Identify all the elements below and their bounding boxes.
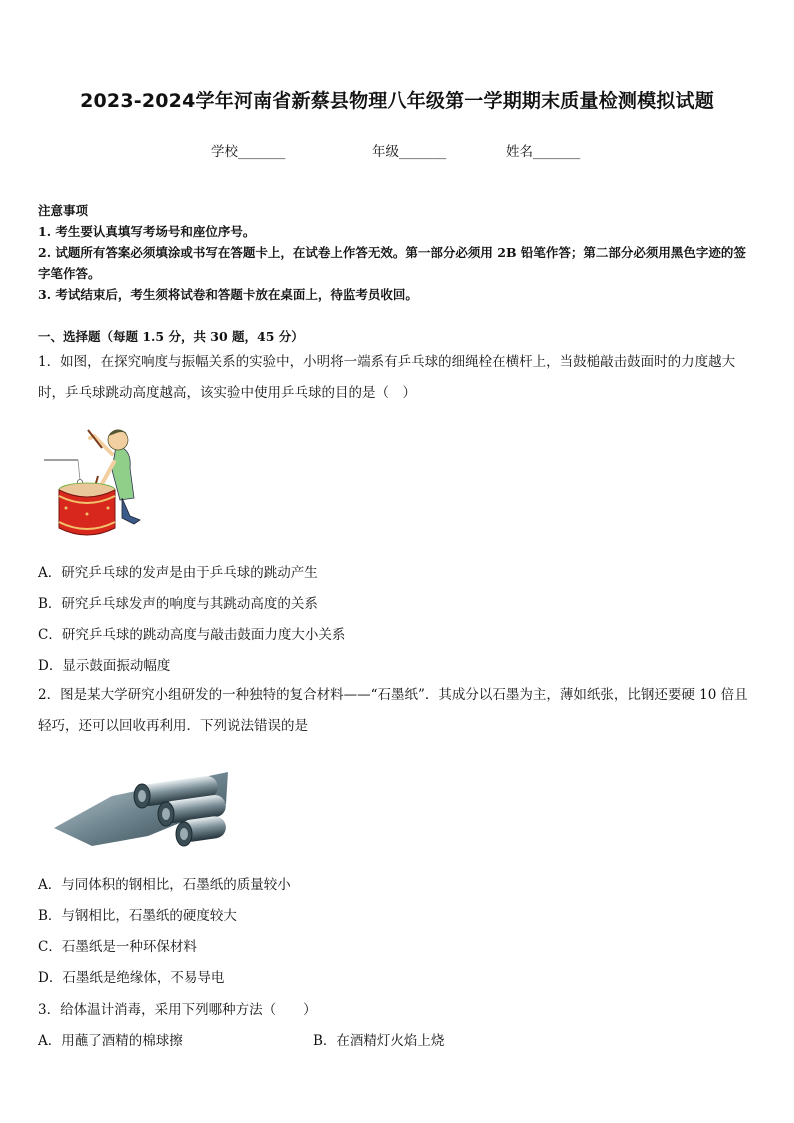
notice-item: 2. 试题所有答案必须填涂或书写在答题卡上，在试卷上作答无效。第一部分必须用 2B 铅笔作答；第二部分必须用黑色字迹的签字笔作答。	[38, 245, 746, 281]
page-title: 2023-2024学年河南省新蔡县物理八年级第一学期期末质量检测模拟试题	[80, 90, 714, 112]
option-a: A．用蘸了酒精的棉球擦	[38, 1033, 183, 1049]
name-field: 姓名_______	[506, 144, 581, 160]
option-b: B．研究乒乓球发声的响度与其跳动高度的关系	[38, 596, 318, 612]
grade-field: 年级_______	[372, 144, 447, 160]
option-d: D．显示鼓面振动幅度	[38, 658, 171, 674]
option-a: A．研究乒乓球的发声是由于乒乓球的跳动产生	[38, 565, 318, 581]
option-c: C．研究乒乓球的跳动高度与敲击鼓面力度大小关系	[38, 627, 346, 643]
question-stem: 3．给体温计消毒，采用下列哪种方法（ ）	[38, 1002, 317, 1018]
graphite-paper-rolls	[52, 766, 232, 852]
option-d: D．石墨纸是绝缘体，不易导电	[38, 970, 225, 986]
notice-item: 1. 考生要认真填写考场号和座位序号。	[38, 224, 256, 239]
school-field: 学校_______	[211, 144, 286, 160]
notice-item: 3. 考试结束后，考生须将试卷和答题卡放在桌面上，待监考员收回。	[38, 287, 418, 302]
drummer-figure	[42, 418, 142, 540]
option-c: C．石墨纸是一种环保材料	[38, 939, 197, 955]
question-stem: 1．如图，在探究响度与振幅关系的实验中，小明将一端系有乒乓球的细绳栓在横杆上，当鼓槌敲击鼓面时的力度越大时，乒乓球跳动高度越高，该实验中使用乒乓球的目的是（ ）	[38, 354, 736, 401]
option-b: B．与钢相比，石墨纸的硬度较大	[38, 908, 237, 924]
question-stem: 2．图是某大学研究小组研发的一种独特的复合材料——“石墨纸”．其成分以石墨为主，薄如纸张，比钢还要硬 10 倍且轻巧，还可以回收再利用．下列说法错误的是	[38, 687, 748, 734]
notice-heading: 注意事项	[38, 203, 89, 218]
section-heading: 一、选择题（每题 1.5 分，共 30 题，45 分）	[38, 329, 304, 344]
option-b: B．在酒精灯火焰上烧	[313, 1033, 445, 1049]
option-a: A．与同体积的钢相比，石墨纸的质量较小	[38, 877, 291, 893]
